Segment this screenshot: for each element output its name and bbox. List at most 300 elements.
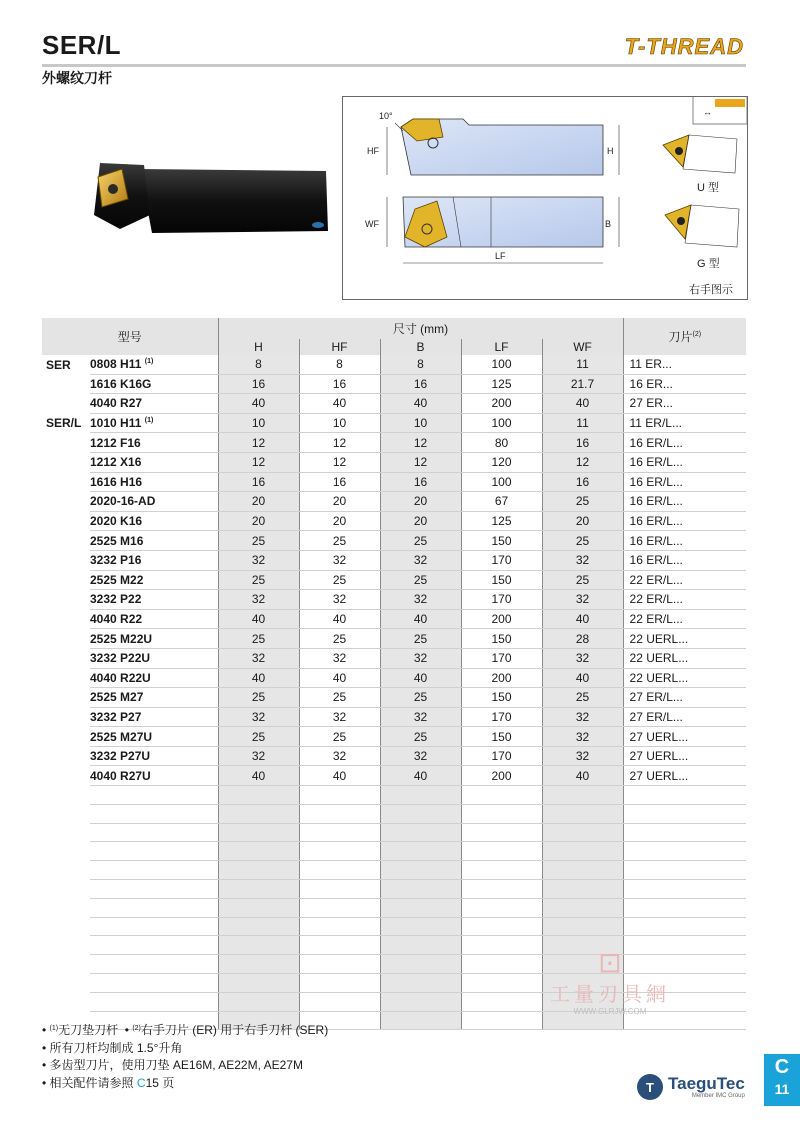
series-cell [42,746,90,766]
model-cell: 1616 K16G [90,374,218,394]
header-insert: 刀片$^{(2)}$ [623,318,746,355]
hf-cell: 20 [299,511,380,531]
lf-cell: 170 [461,590,542,610]
wf-label: WF [365,219,379,229]
empty-row [42,842,746,861]
empty-cell [380,842,461,861]
header-hf: HF [299,339,380,355]
empty-cell [90,917,218,936]
empty-cell [42,955,90,974]
insert-cell: 27 UERL... [623,746,746,766]
insert-cell: 27 ER... [623,394,746,414]
b-cell: 25 [380,629,461,649]
empty-cell [380,955,461,974]
taegutec-emblem-icon [636,1073,664,1101]
h-cell: 40 [218,766,299,786]
series-cell [42,511,90,531]
lf-cell: 150 [461,570,542,590]
table-row [42,433,746,453]
footnote-2: • 所有刀杆均制成 1.5°升角 [42,1040,183,1055]
hf-cell: 25 [299,727,380,747]
empty-cell [218,861,299,880]
table-row [42,707,746,727]
h-cell: 32 [218,590,299,610]
lf-cell: 150 [461,688,542,708]
insert-cell: 16 ER... [623,374,746,394]
tool-holder-photo [80,155,330,235]
empty-cell [542,804,623,823]
b-cell: 40 [380,766,461,786]
hf-label: HF [367,146,379,156]
insert-cell: 16 ER/L... [623,433,746,453]
empty-cell [623,880,746,899]
hf-cell: 20 [299,492,380,512]
empty-cell [623,917,746,936]
h-cell: 25 [218,727,299,747]
lf-cell: 200 [461,766,542,786]
hf-cell: 40 [299,766,380,786]
lf-cell: 170 [461,707,542,727]
series-cell [42,492,90,512]
b-cell: 16 [380,374,461,394]
b-cell: 32 [380,648,461,668]
model-cell: 3232 P22U [90,648,218,668]
b-cell: 16 [380,472,461,492]
h-label: H [607,146,614,156]
model-cell: 2525 M22 [90,570,218,590]
table-row [42,727,746,747]
spec-table [42,318,746,1030]
empty-cell [218,936,299,955]
empty-cell [380,1011,461,1030]
b-cell: 32 [380,707,461,727]
series-cell [42,394,90,414]
insert-cell: 11 ER/L... [623,413,746,433]
angle-label: 10° [379,111,393,121]
b-cell: 12 [380,452,461,472]
hf-cell: 10 [299,413,380,433]
wf-cell: 21.7 [542,374,623,394]
wf-cell: 25 [542,688,623,708]
empty-cell [461,842,542,861]
empty-cell [90,936,218,955]
wf-cell: 25 [542,531,623,551]
b-cell: 25 [380,570,461,590]
empty-cell [218,786,299,805]
series-cell [42,433,90,453]
model-cell: 4040 R22U [90,668,218,688]
insert-cell: 16 ER/L... [623,531,746,551]
b-cell: 40 [380,394,461,414]
empty-cell [623,823,746,842]
empty-cell [623,786,746,805]
hf-cell: 12 [299,452,380,472]
dimension-drawing [342,96,748,300]
b-cell: 12 [380,433,461,453]
series-cell [42,570,90,590]
empty-cell [42,917,90,936]
empty-cell [218,974,299,993]
company-logo: T TaeguTec Member IMC Group [636,1073,745,1101]
insert-cell: 16 ER/L... [623,511,746,531]
series-cell [42,668,90,688]
lf-cell: 200 [461,609,542,629]
empty-cell [461,804,542,823]
h-cell: 20 [218,492,299,512]
empty-cell [90,823,218,842]
empty-cell [623,804,746,823]
empty-cell [380,936,461,955]
svg-text:T: T [646,1080,654,1095]
empty-cell [542,898,623,917]
insert-cell: 22 ER/L... [623,609,746,629]
watermark: ⊡ 工量刃具網 WWW.GLRJW.COM [550,947,670,1016]
empty-cell [380,917,461,936]
brand-logo: T-THREAD [624,34,744,59]
empty-row [42,823,746,842]
g-type-label: G 型 [697,258,720,270]
model-cell: 4040 R22 [90,609,218,629]
b-cell: 40 [380,609,461,629]
empty-cell [42,936,90,955]
lf-cell: 100 [461,413,542,433]
b-cell: 20 [380,492,461,512]
empty-cell [623,898,746,917]
empty-cell [218,917,299,936]
model-cell: 1212 X16 [90,452,218,472]
header-dimensions: 尺寸 (mm) [218,318,623,339]
b-cell: 32 [380,590,461,610]
lf-cell: 120 [461,452,542,472]
empty-cell [90,861,218,880]
empty-cell [42,861,90,880]
lf-cell: 67 [461,492,542,512]
hf-cell: 16 [299,472,380,492]
empty-cell [380,786,461,805]
wf-cell: 32 [542,707,623,727]
b-cell: 40 [380,668,461,688]
empty-cell [42,974,90,993]
empty-cell [90,804,218,823]
wf-cell: 25 [542,492,623,512]
empty-row [42,786,746,805]
table-row [42,472,746,492]
empty-cell [90,842,218,861]
wf-cell: 32 [542,550,623,570]
b-cell: 25 [380,688,461,708]
empty-cell [461,861,542,880]
table-row [42,511,746,531]
b-cell: 25 [380,727,461,747]
wf-cell: 25 [542,570,623,590]
lf-cell: 170 [461,648,542,668]
hf-cell: 12 [299,433,380,453]
model-cell: 2525 M22U [90,629,218,649]
table-row [42,590,746,610]
lf-cell: 170 [461,550,542,570]
model-cell: 2020 K16 [90,511,218,531]
empty-cell [299,936,380,955]
hf-cell: 40 [299,668,380,688]
empty-cell [542,880,623,899]
model-cell: 1212 F16 [90,433,218,453]
right-hand-label: 右手图示 [689,284,733,296]
hf-cell: 40 [299,609,380,629]
series-cell [42,374,90,394]
series-cell [42,452,90,472]
table-row [42,668,746,688]
model-cell: 2525 M27U [90,727,218,747]
h-cell: 25 [218,531,299,551]
table-row [42,531,746,551]
h-cell: 40 [218,668,299,688]
series-cell [42,609,90,629]
empty-cell [299,804,380,823]
header-wf: WF [542,339,623,355]
u-type-label: U 型 [697,182,719,194]
empty-cell [299,917,380,936]
wf-cell: 40 [542,394,623,414]
table-row [42,746,746,766]
header-rule [42,64,746,67]
lf-cell: 170 [461,746,542,766]
h-cell: 32 [218,550,299,570]
empty-cell [218,823,299,842]
empty-cell [42,823,90,842]
series-cell: SER [46,357,71,372]
insert-cell: 11 ER... [623,355,746,374]
empty-cell [542,842,623,861]
table-row [42,648,746,668]
h-cell: 32 [218,746,299,766]
empty-cell [461,898,542,917]
h-cell: 12 [218,433,299,453]
h-cell: 25 [218,570,299,590]
b-cell: 32 [380,550,461,570]
lf-cell: 100 [461,472,542,492]
h-cell: 25 [218,629,299,649]
empty-cell [380,804,461,823]
empty-cell [42,786,90,805]
series-cell [42,688,90,708]
empty-cell [218,842,299,861]
table-row [42,355,746,374]
empty-cell [461,880,542,899]
hf-cell: 8 [299,355,380,374]
empty-cell [218,804,299,823]
empty-cell [218,955,299,974]
lf-cell: 150 [461,629,542,649]
h-cell: 40 [218,394,299,414]
model-cell: 2020-16-AD [90,492,218,512]
empty-cell [542,917,623,936]
empty-cell [42,992,90,1011]
page-title: SER/L [42,30,122,60]
hf-cell: 32 [299,746,380,766]
empty-cell [380,880,461,899]
lf-cell: 200 [461,394,542,414]
empty-cell [299,786,380,805]
hf-cell: 32 [299,648,380,668]
model-cell: 3232 P27 [90,707,218,727]
empty-cell [299,898,380,917]
insert-cell: 16 ER/L... [623,550,746,570]
empty-cell [218,880,299,899]
b-label: B [605,219,612,229]
lf-cell: 200 [461,668,542,688]
empty-cell [42,842,90,861]
empty-cell [299,880,380,899]
model-cell: 3232 P27U [90,746,218,766]
model-cell: 4040 R27U [90,766,218,786]
empty-cell [542,823,623,842]
series-cell [42,531,90,551]
table-row [42,629,746,649]
h-cell: 25 [218,688,299,708]
table-row [42,394,746,414]
model-cell: 0808 H11 $^{(1)}$ [90,355,218,374]
empty-cell [461,823,542,842]
h-cell: 8 [218,355,299,374]
insert-cell: 27 ER/L... [623,688,746,708]
series-cell [42,648,90,668]
svg-text:↔: ↔ [703,107,712,117]
model-cell: 3232 P22 [90,590,218,610]
h-cell: 40 [218,609,299,629]
empty-cell [623,861,746,880]
empty-cell [299,861,380,880]
empty-row [42,898,746,917]
empty-cell [461,917,542,936]
hf-cell: 16 [299,374,380,394]
hf-cell: 25 [299,629,380,649]
model-cell: 3232 P16 [90,550,218,570]
hf-cell: 25 [299,570,380,590]
table-row [42,452,746,472]
wf-cell: 16 [542,433,623,453]
table-row [42,609,746,629]
wf-cell: 40 [542,766,623,786]
empty-cell [380,898,461,917]
wf-cell: 32 [542,590,623,610]
h-cell: 32 [218,707,299,727]
b-cell: 20 [380,511,461,531]
empty-cell [218,898,299,917]
wf-cell: 40 [542,609,623,629]
model-cell: 1616 H16 [90,472,218,492]
lf-cell: 150 [461,727,542,747]
table-row [42,492,746,512]
lf-cell: 150 [461,531,542,551]
hf-cell: 32 [299,707,380,727]
model-cell: 2525 M27 [90,688,218,708]
empty-row [42,861,746,880]
hf-cell: 25 [299,531,380,551]
insert-cell: 16 ER/L... [623,472,746,492]
series-cell [42,707,90,727]
wf-cell: 32 [542,746,623,766]
model-cell: 4040 R27 [90,394,218,414]
table-row [42,688,746,708]
empty-cell [299,823,380,842]
lf-cell: 125 [461,511,542,531]
header-lf: LF [461,339,542,355]
header-model: 型号 [42,318,218,355]
page-subtitle: 外螺纹刀杆 [42,70,112,86]
b-cell: 8 [380,355,461,374]
b-cell: 32 [380,746,461,766]
page-reference-link[interactable]: C [136,1075,146,1090]
insert-cell: 22 UERL... [623,668,746,688]
empty-cell [90,898,218,917]
empty-cell [380,861,461,880]
insert-cell: 22 ER/L... [623,590,746,610]
hf-cell: 32 [299,550,380,570]
table-row [42,550,746,570]
empty-cell [90,974,218,993]
insert-cell: 22 UERL... [623,629,746,649]
wf-cell: 16 [542,472,623,492]
lf-cell: 125 [461,374,542,394]
empty-cell [299,992,380,1011]
empty-cell [542,861,623,880]
footnote-3: • 多齿型刀片，使用刀垫 AE16M, AE22M, AE27M [42,1058,303,1072]
insert-cell: 27 UERL... [623,727,746,747]
insert-cell: 22 UERL... [623,648,746,668]
empty-cell [299,974,380,993]
series-cell [42,766,90,786]
table-row [42,374,746,394]
lf-cell: 80 [461,433,542,453]
empty-cell [42,804,90,823]
header-h: H [218,339,299,355]
h-cell: 16 [218,374,299,394]
wf-cell: 32 [542,648,623,668]
hf-cell: 32 [299,590,380,610]
wf-cell: 32 [542,727,623,747]
insert-cell: 16 ER/L... [623,492,746,512]
lf-cell: 100 [461,355,542,374]
h-cell: 10 [218,413,299,433]
empty-cell [299,842,380,861]
lf-label: LF [495,251,506,261]
empty-cell [90,955,218,974]
series-cell [42,472,90,492]
series-cell [42,590,90,610]
empty-row [42,917,746,936]
h-cell: 20 [218,511,299,531]
wf-cell: 20 [542,511,623,531]
wf-cell: 12 [542,452,623,472]
footnotes [42,1022,328,1092]
hf-cell: 25 [299,688,380,708]
empty-cell [42,880,90,899]
empty-cell [42,898,90,917]
insert-cell: 22 ER/L... [623,570,746,590]
insert-cell: 27 ER/L... [623,707,746,727]
empty-cell [218,992,299,1011]
footnote-4: • 相关配件请参照 C15 页 [42,1075,175,1090]
empty-cell [299,955,380,974]
model-cell: 2525 M16 [90,531,218,551]
b-cell: 10 [380,413,461,433]
header-b: B [380,339,461,355]
empty-cell [380,992,461,1011]
footnote-1: • $^{(1)}$无刀垫刀杆 • $^{(2)}$右手刀片 (ER) 用于右手刀杆 (SER) [42,1023,329,1037]
empty-cell [90,992,218,1011]
hf-cell: 40 [299,394,380,414]
wf-cell: 11 [542,413,623,433]
